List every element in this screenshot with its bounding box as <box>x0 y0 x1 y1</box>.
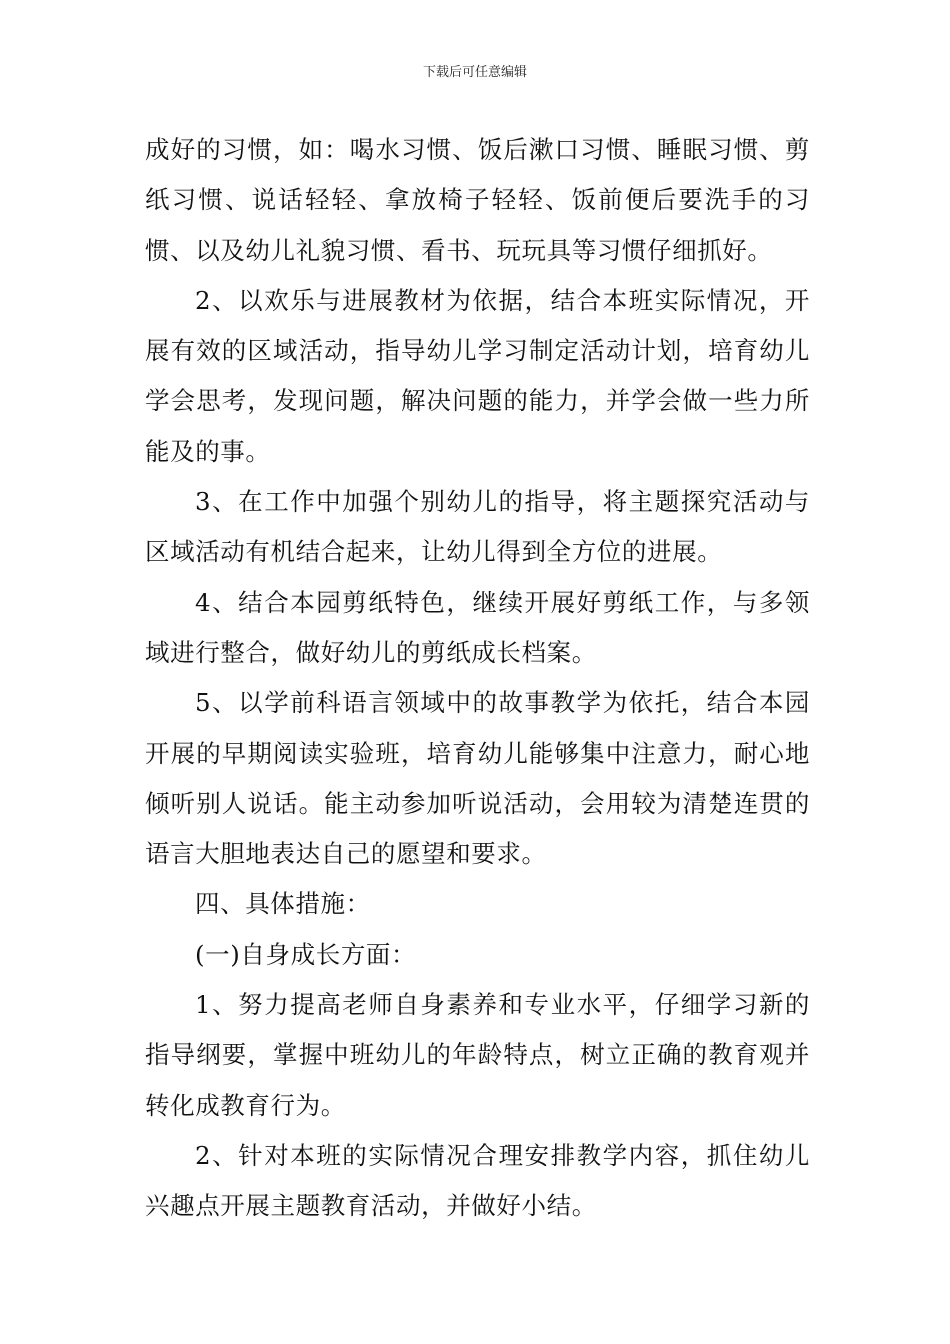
section-heading-measures: 四、具体措施： <box>195 889 371 919</box>
paragraph-measure-2: 2、针对本班的实际情况合理安排教学内容，抓住幼儿兴趣点开展主题教育活动，并做好小结。 <box>145 1140 810 1221</box>
paragraph-continuation: 成好的习惯，如：喝水习惯、饭后漱口习惯、睡眠习惯、剪纸习惯、说话轻轻、拿放椅子轻轻、饭前便后要洗手的习惯、以及幼儿礼貌习惯、看书、玩玩具等习惯仔细抓好。 <box>145 135 810 265</box>
subsection-heading-self-growth: (一)自身成长方面： <box>195 939 417 969</box>
page-header: 下载后可任意编辑 <box>422 65 527 80</box>
paragraph-item-5: 5、以学前科语言领域中的故事教学为依托，结合本园开展的早期阅读实验班，培育幼儿能够集中注意力，耐心地倾听别人说话。能主动参加听说活动，会用较为清楚连贯的语言大胆地表达自己的愿望和要求。 <box>145 688 810 869</box>
paragraph-item-2: 2、以欢乐与进展教材为依据，结合本班实际情况，开展有效的区域活动，指导幼儿学习制定活动计划，培育幼儿学会思考，发现问题，解决问题的能力，并学会做一些力所能及的事。 <box>145 285 810 466</box>
paragraph-item-4: 4、结合本园剪纸特色，继续开展好剪纸工作，与多领域进行整合，做好幼儿的剪纸成长档案。 <box>145 587 810 667</box>
document-body <box>145 125 810 1232</box>
paragraph-measure-1: 1、努力提高老师自身素养和专业水平，仔细学习新的指导纲要，掌握中班幼儿的年龄特点，树立正确的教育观并转化成教育行为。 <box>145 990 810 1120</box>
paragraph-item-3: 3、在工作中加强个别幼儿的指导，将主题探究活动与区域活动有机结合起来，让幼儿得到全方位的进展。 <box>145 487 810 567</box>
